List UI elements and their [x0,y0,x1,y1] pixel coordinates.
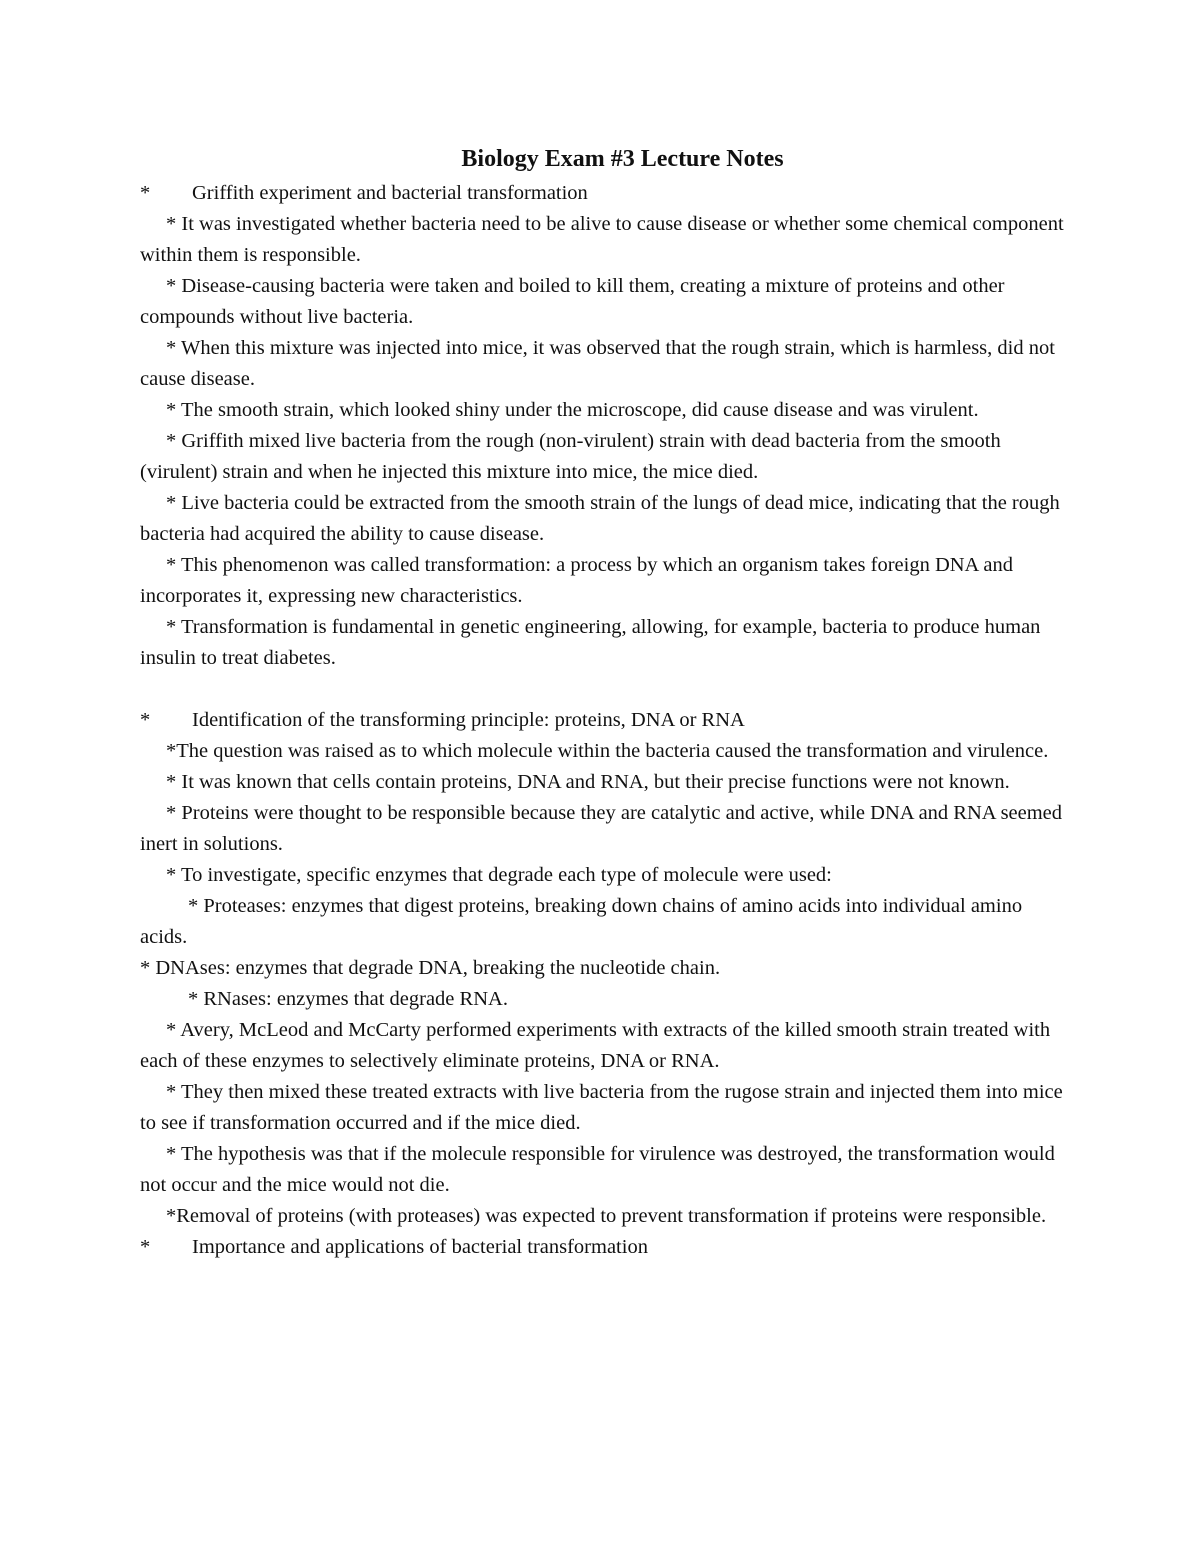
bullet-star: * [140,1236,151,1258]
list-item: * This phenomenon was called transformation: a process by which an organism takes foreign DNA and incorporates it, expressing new characteristics. [140,554,1013,607]
section-heading-text: Identification of the transforming principle: proteins, DNA or RNA [192,709,745,731]
section-heading-text: Griffith experiment and bacterial transformation [192,182,588,204]
list-item: * The smooth strain, which looked shiny under the microscope, did cause disease and was virulent. [166,399,979,421]
section-heading-importance [140,1232,1065,1263]
bullet-star: * [140,182,151,204]
list-item: * They then mixed these treated extracts with live bacteria from the rugose strain and injected them into mice to see if transformation occurred and if the mice died. [140,1081,1063,1134]
list-item: * It was investigated whether bacteria need to be alive to cause disease or whether some chemical component within them is responsible. [140,213,1064,266]
document-page [140,140,1065,1263]
list-item: * Disease-causing bacteria were taken and boiled to kill them, creating a mixture of proteins and other compounds without live bacteria. [140,275,1005,328]
list-item: * Live bacteria could be extracted from the smooth strain of the lungs of dead mice, indicating that the rough bacteria had acquired the ability to cause disease. [140,492,1060,545]
section-heading-griffith [140,178,1065,209]
list-item: *The question was raised as to which molecule within the bacteria caused the transformation and virulence. [166,740,1049,762]
list-item: * RNases: enzymes that degrade RNA. [188,988,508,1010]
page-title: Biology Exam #3 Lecture Notes [461,146,784,172]
section-heading-transforming-principle [140,705,1065,736]
list-item: * Avery, McLeod and McCarty performed experiments with extracts of the killed smooth strain treated with each of these enzymes to selectively eliminate proteins, DNA or RNA. [140,1019,1051,1072]
list-item: * Transformation is fundamental in genetic engineering, allowing, for example, bacteria to produce human insulin to treat diabetes. [140,616,1041,669]
list-item: * Griffith mixed live bacteria from the rough (non-virulent) strain with dead bacteria from the smooth (virulent) strain and when he injected this mixture into mice, the mice died. [140,430,1001,483]
section-heading-text: Importance and applications of bacterial transformation [192,1236,648,1258]
list-item: * Proteases: enzymes that digest proteins, breaking down chains of amino acids into individual amino acids. [140,895,1023,948]
list-item: * Proteins were thought to be responsible because they are catalytic and active, while DNA and RNA seemed inert in solutions. [140,802,1063,855]
section-gap [140,674,1065,705]
list-item: * The hypothesis was that if the molecule responsible for virulence was destroyed, the transformation would not occur and the mice would not die. [140,1143,1055,1196]
bullet-star: * [140,709,151,731]
list-item: * It was known that cells contain proteins, DNA and RNA, but their precise functions were not known. [166,771,1010,793]
list-item: * When this mixture was injected into mice, it was observed that the rough strain, which is harmless, did not cause disease. [140,337,1055,390]
list-item: * To investigate, specific enzymes that degrade each type of molecule were used: [166,864,832,886]
list-item: * DNAses: enzymes that degrade DNA, breaking the nucleotide chain. [140,957,721,979]
list-item: *Removal of proteins (with proteases) was expected to prevent transformation if proteins were responsible. [166,1205,1047,1227]
